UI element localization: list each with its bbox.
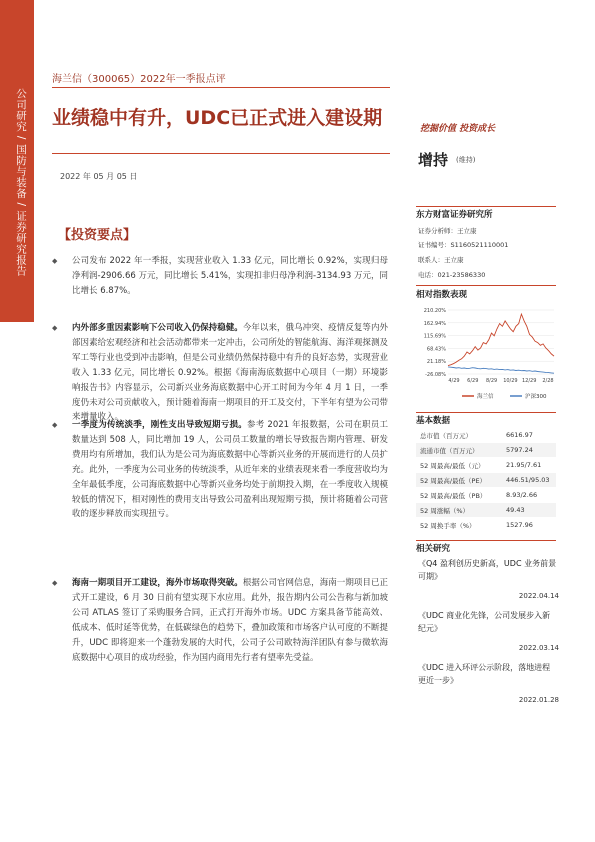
institute-divider <box>416 206 556 207</box>
bullet-text: 公司发布 2022 年一季报，实现营业收入 1.33 亿元，同比增长 0.92%，实现归母净利润-2906.66 万元，同比增长 5.41%，实现扣非归母净利润-3134.93 万元，同比增长 6.87%。 <box>72 256 388 296</box>
institute-name <box>416 208 556 220</box>
report-date: 2022 年 05 月 05 日 <box>60 172 138 181</box>
basic-data-divider <box>416 412 556 413</box>
series-line-0 <box>448 314 554 366</box>
table-row: 流通市值（百万元） 5797.24 <box>416 443 556 457</box>
x-tick-label: 8/29 <box>485 378 498 384</box>
table-row: 总市值（百万元） 6616.97 <box>420 431 533 440</box>
y-tick-label: 115.69% <box>423 333 446 340</box>
related-item-title[interactable]: 《UDC 商业化先锋，公司发展步入新纪元》 <box>418 611 551 633</box>
institute-title: 东方财富证券研究所 <box>416 210 493 220</box>
relative-index-chart <box>416 302 558 404</box>
related-item-title[interactable]: 《UDC 进入环评公示阶段，落地进程更近一步》 <box>418 663 551 685</box>
cert-line: 证书编号：S1160521110001 <box>418 241 509 249</box>
bullet-text: 参考 2021 年报数据，公司在职员工数量达到 508 人，同比增加 19 人，公司员工数量的增长导致报告期内管理、研发费用均有所增加，我们认为是公司为海底数据中心等新兴业务的开展而进行的人员扩充。此外，一季度为公司业务的传统淡季，从近年来的业绩表现来看一季度营收均为全年最低季度，公司海底数据中心等新兴业务均处于前期投入期，在一季度收入规模较低的情况下，相对刚性的费用支出导致公司盈利出现短期亏损，预计将随着公司营收的逐步释放而实现扭亏。 <box>72 420 388 520</box>
chart-section-title: 相对指数表现 <box>416 290 468 300</box>
bullet-item <box>52 418 388 522</box>
series-line-1 <box>448 367 554 373</box>
sidebar-text: 公司研究 / 国防与装备 / 证券研究报告 <box>15 88 27 277</box>
related-divider <box>416 540 556 541</box>
y-tick-label: 68.43% <box>426 346 446 353</box>
related-title: 相关研究 <box>416 544 451 554</box>
analyst-line: 证券分析师：王立康 <box>418 227 477 235</box>
table-row: 52 周最高/最低（PE） 446.51/95.03 <box>416 473 556 487</box>
y-tick-label: 210.20% <box>423 308 446 314</box>
diamond-icon: ◆ <box>52 421 58 429</box>
diamond-icon: ◆ <box>52 257 58 265</box>
table-row: 52 周最高/最低（元） 21.95/7.61 <box>420 461 542 470</box>
header-divider <box>52 87 390 88</box>
sidebar-band <box>0 0 34 322</box>
table-row: 52 周最高/最低（PB） 8.93/2.66 <box>420 491 538 500</box>
report-subtitle: 海兰信（300065）2022年一季报点评 <box>52 74 226 85</box>
diamond-icon: ◆ <box>52 579 58 587</box>
y-tick-label: 21.18% <box>426 359 446 366</box>
rating-sub: (维持) <box>456 156 476 164</box>
y-tick-label: 162.94% <box>423 320 446 327</box>
bullet-heading: 一季度为传统淡季，刚性支出导致短期亏损。 <box>72 420 247 430</box>
x-tick-label: 6/29 <box>467 378 479 384</box>
basic-data-title: 基本数据 <box>416 416 451 426</box>
x-tick-label: 2/28 <box>542 378 554 384</box>
table-row: 52 周涨幅（%） 49.43 <box>416 503 556 517</box>
phone-line: 电话：021-23586330 <box>418 271 486 279</box>
table-row: 52 周换手率（%） 1527.96 <box>420 521 533 530</box>
chart-divider <box>416 285 556 286</box>
title-divider <box>52 153 390 154</box>
bullet-item <box>52 576 388 665</box>
legend-label: 海兰信 <box>477 394 494 400</box>
bullet-item <box>52 321 388 425</box>
section-title: 【投资要点】 <box>58 228 137 243</box>
bullet-text: 根据公司官网信息，海南一期项目已正式开工建设，6 月 30 日前有望实现下水应用。此外，报告期内公司公告称与新加坡公司 ATLAS 签订了采购服务合同，正式打开海外市场。UDC 方案具备节能高效、低成本、低时延等优势，在低碳绿色的趋势下，叠加政策和市场客户认可度的不断提升，UDC 即将迎来一个蓬勃发展的大时代，公司子公司欧特海洋团队有参与微软海底数据中心项目的成功经验，作为国内商用先行者有望率先受益。 <box>72 578 388 663</box>
bullet-item <box>52 254 388 299</box>
related-item-date: 2022.03.14 <box>518 644 559 652</box>
x-tick-label: 12/29 <box>521 378 537 384</box>
diamond-icon: ◆ <box>52 324 58 332</box>
contact-line: 联系人：王立康 <box>418 256 464 264</box>
related-item-date: 2022.04.14 <box>518 592 559 600</box>
page-title: 业绩稳中有升，UDC已正式进入建设期 <box>52 107 383 129</box>
x-tick-label: 4/29 <box>448 378 460 384</box>
related-item-title[interactable]: 《Q4 盈利创历史新高，UDC 业务前景可期》 <box>418 559 557 581</box>
related-item-date: 2022.01.28 <box>518 696 559 704</box>
bullet-heading: 海南一期项目开工建设，海外市场取得突破。 <box>72 578 243 588</box>
slogan: 挖掘价值 投资成长 <box>420 124 496 134</box>
bullet-heading: 内外部多重因素影响下公司收入仍保持稳健。 <box>72 323 243 333</box>
rating-label: 增持 <box>418 151 449 169</box>
x-tick-label: 10/29 <box>503 378 518 384</box>
bullet-text: 今年以来，俄乌冲突、疫情反复等内外部因素给宏观经济和社会活动都带来一定冲击，公司所处的智能航海、海洋观探测及军工等行业也受到冲击影响，但是公司业绩仍然保持稳中有升的良好态势，实现营业收入 1.33 亿元，同比增长 0.92%。根据《海南海底数据中心项目（一期）环境影响报告书》内容显示，公司新兴业务海底数据中心开工时间为今年 4 月 1 日，一季度仍未对公司贡献收入，预计随着海南一期项目的开工及交付，下半年有望为公司带来增量收入。 <box>72 323 388 423</box>
legend-label: 沪深300 <box>525 394 547 400</box>
y-tick-label: -26.08% <box>425 372 446 378</box>
